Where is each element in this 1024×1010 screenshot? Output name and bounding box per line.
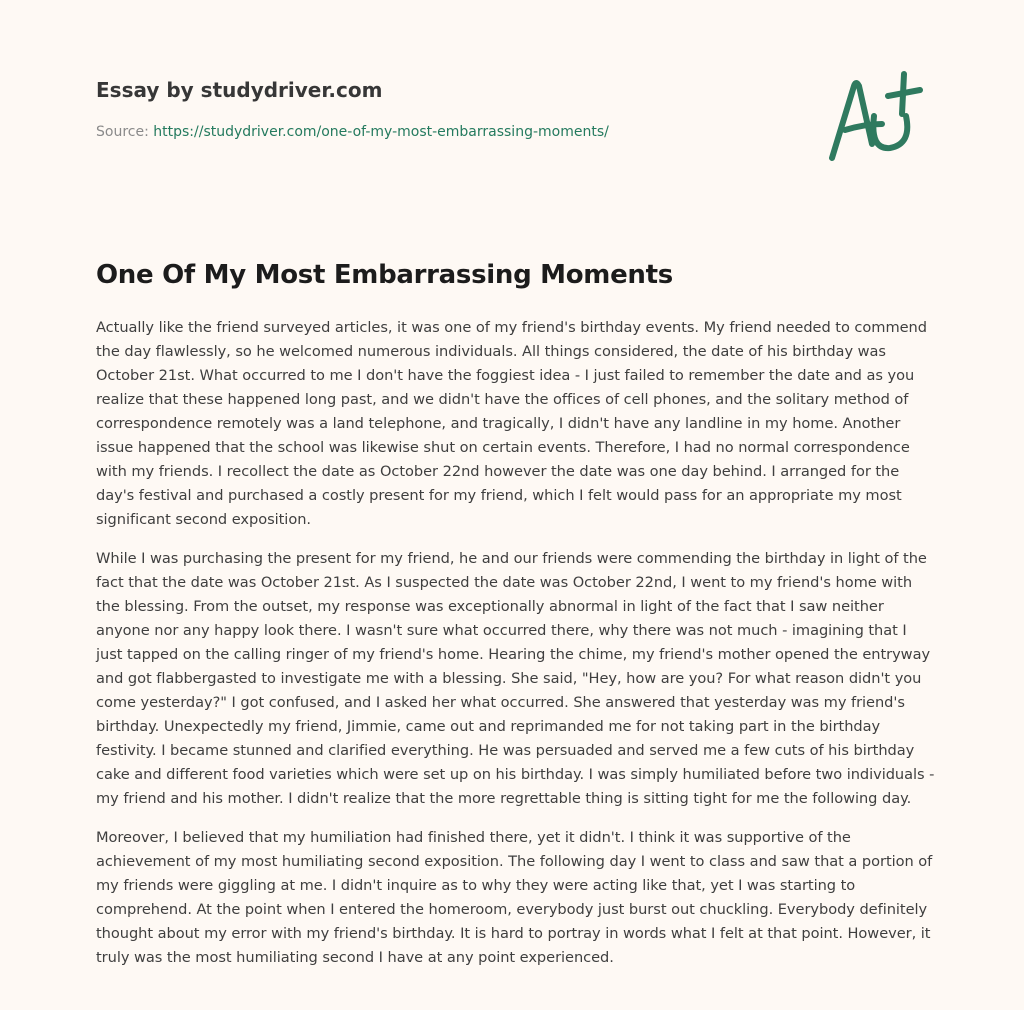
essay-body [96, 316, 936, 985]
source-link[interactable]: https://studydriver.com/one-of-my-most-embarrassing-moments/ [153, 124, 609, 140]
essay-title: One Of My Most Embarrassing Moments [96, 260, 673, 290]
essay-paragraph-2: While I was purchasing the present for my friend, he and our friends were commending the birthday in light of the fact that the date was October 21st. As I suspected the date was October 22nd, I went to my friend's home with the blessing. From the outset, my response was exceptionally abnormal in light of the fact that I saw neither anyone nor any happy look there. I wasn't sure what occurred there, why there was not much - imagining that I just tapped on the calling ringer of my friend's home. Hearing the chime, my friend's mother opened the entryway and got flabbergasted to investigate me with a blessing. She said, "Hey, how are you? For what reason didn't you come yesterday?" I got confused, and I asked her what occurred. She answered that yesterday was my friend's birthday. Unexpectedly my friend, Jimmie, came out and reprimanded me for not taking part in the birthday festivity. I became stunned and clarified everything. He was persuaded and served me a few cuts of his birthday cake and different food varieties which were set up on his birthday. I was simply humiliated before two individuals - my friend and his mother. I didn't realize that the more regrettable thing is sitting tight for me the following day. [96, 550, 935, 807]
page-header [96, 76, 796, 142]
a-plus-grade-icon [820, 66, 930, 166]
source-line [96, 122, 796, 142]
site-title: Essay by studydriver.com [96, 78, 383, 102]
essay-paragraph-3: Moreover, I believed that my humiliation had finished there, yet it didn't. I think it was supportive of the achievement of my most humiliating second exposition. The following day I went to class and saw that a portion of my friends were giggling at me. I didn't inquire as to why they were acting like that, yet I was starting to comprehend. At the point when I entered the homeroom, everybody just burst out chuckling. Everybody definitely thought about my error with my friend's birthday. It is hard to portray in words what I felt at that point. However, it truly was the most humiliating second I have at any point experienced. [96, 829, 933, 966]
essay-paragraph-1: Actually like the friend surveyed articles, it was one of my friend's birthday events. My friend needed to commend the day flawlessly, so he welcomed numerous individuals. All things considered, the date of his birthday was October 21st. What occurred to me I don't have the foggiest idea - I just failed to remember the date and as you realize that these happened long past, and we didn't have the offices of cell phones, and the solitary method of correspondence remotely was a land telephone, and tragically, I didn't have any landline in my home. Another issue happened that the school was likewise shut on certain events. Therefore, I had no normal correspondence with my friends. I recollect the date as October 22nd however the date was one day behind. I arranged for the day's festival and purchased a costly present for my friend, which I felt would pass for an appropriate my most significant second exposition. [96, 319, 927, 528]
source-label: Source: [96, 124, 154, 140]
